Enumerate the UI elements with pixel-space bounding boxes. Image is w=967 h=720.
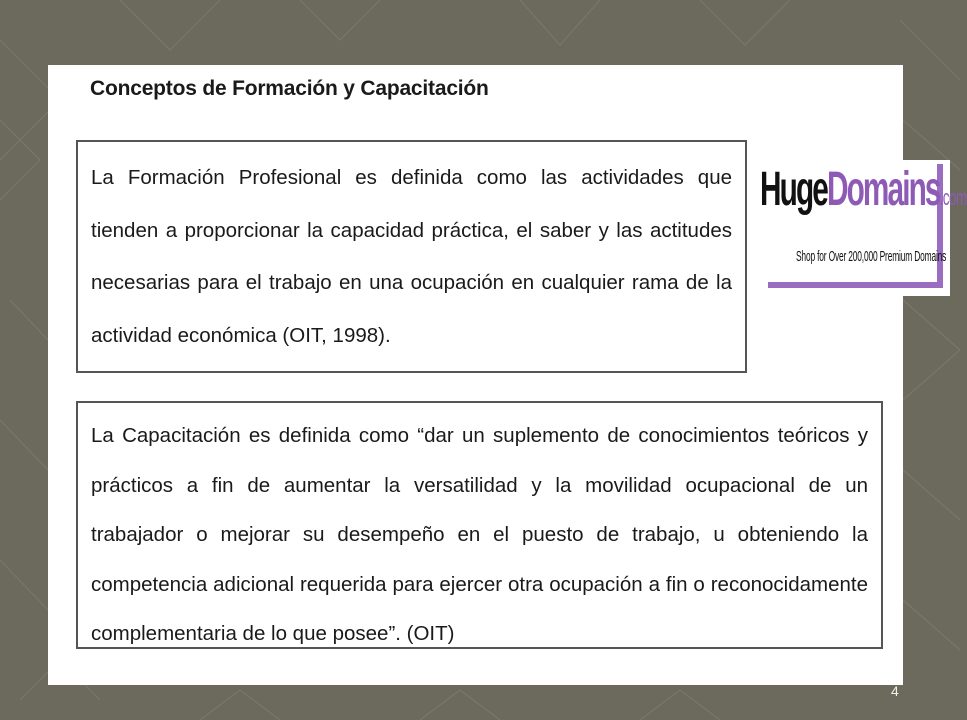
ad-tagline: Shop for Over 200,000 Premium Domains — [796, 248, 947, 265]
definition-box-capacitacion — [76, 401, 883, 649]
page-number: 4 — [891, 683, 899, 699]
definition-text-formacion: La Formación Profesional es definida como las actividades que tienden a proporcionar la capacidad práctica, el saber y las actitudes necesarias para el trabajo en una ocupación en cualquier rama de la actividad económica (OIT, 1998). — [91, 166, 732, 347]
hugedomains-logo — [760, 163, 967, 216]
definition-box-formacion — [76, 140, 747, 373]
document-title: Conceptos de Formación y Capacitación — [90, 77, 489, 100]
logo-text-domains: Domains — [826, 163, 940, 216]
logo-text-com: .com — [939, 185, 967, 210]
logo-text-huge: Huge — [760, 163, 827, 216]
hugedomains-ad-banner[interactable] — [760, 160, 967, 296]
definition-text-capacitacion: La Capacitación es definida como “dar un suplemento de conocimientos teóricos y prácticos a fin de aumentar la versatilidad y la movilidad ocupacional de un trabajador o mejorar su desempeño en el puesto de trabajo, u obteniendo la competencia adicional requerida para ejercer otra ocupación a fin o reconocidamente complementaria de lo que posee”. (OIT) — [91, 424, 868, 645]
